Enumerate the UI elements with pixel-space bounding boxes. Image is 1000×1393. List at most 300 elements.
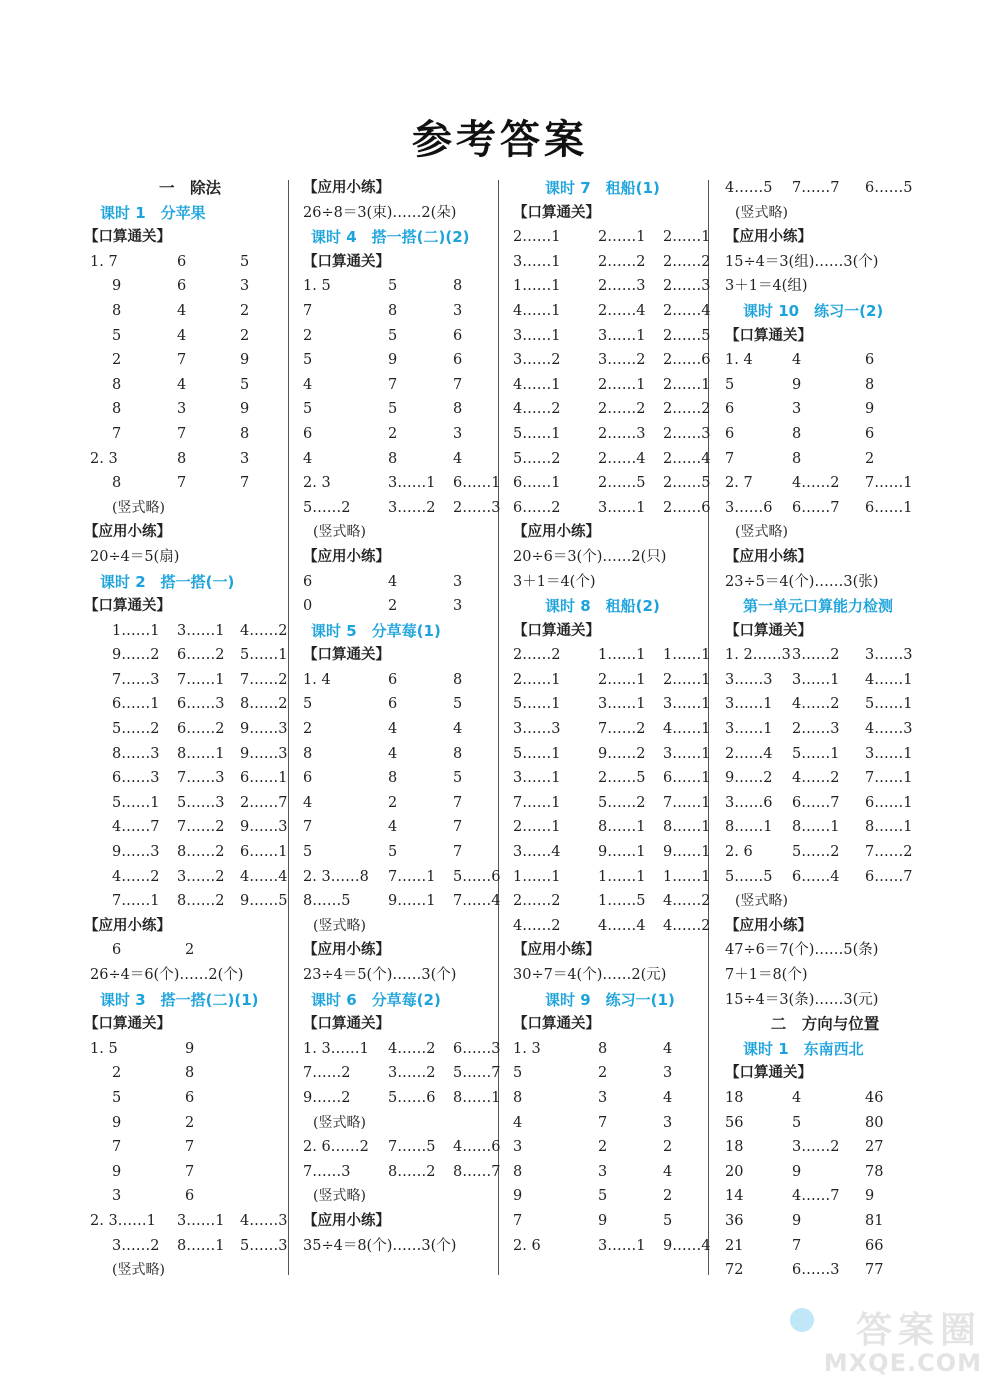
answer-cell: 2 xyxy=(303,721,313,738)
answer-cell: 3 xyxy=(453,598,463,615)
lesson-heading-text: 第一单元口算能力检测 xyxy=(743,597,894,616)
answer-cell: 7 xyxy=(303,302,313,319)
answer-cell: 9 xyxy=(792,1163,802,1180)
answer-cell: 8……2 xyxy=(177,893,225,910)
section-label-text: 【口算通关】 xyxy=(725,1065,812,1082)
answer-cell: 3 xyxy=(453,302,463,319)
section-label-text: 【口算通关】 xyxy=(725,622,812,639)
answer-cell: 2……2 xyxy=(513,647,561,664)
answer-cell: 9 xyxy=(240,352,250,369)
answer-cell: 20 xyxy=(725,1163,744,1180)
answer-text xyxy=(725,938,925,963)
answer-cell: 9……1 xyxy=(388,893,436,910)
section-label xyxy=(725,225,925,250)
answer-cell: 6……3 xyxy=(792,1262,840,1279)
answer-cell: 46 xyxy=(865,1089,884,1106)
answer-cell: 5 xyxy=(303,401,313,418)
answer-cell: 3……1 xyxy=(865,745,913,762)
answer-cell: 3……1 xyxy=(513,327,561,344)
answer-row xyxy=(90,1061,290,1086)
answer-cell: 4……5 xyxy=(725,180,773,196)
answer-cell: 2……3 xyxy=(663,278,711,295)
answer-row xyxy=(725,1184,925,1209)
answer-row xyxy=(513,1061,713,1086)
answer-cell: 9……5 xyxy=(240,893,288,910)
answer-cell: 81 xyxy=(865,1212,884,1229)
answer-cell: 5 xyxy=(303,352,313,369)
answer-row xyxy=(513,742,713,767)
unit-heading-text: 二 方向与位置 xyxy=(770,1015,880,1034)
lesson-heading xyxy=(513,176,713,201)
answer-cell: 2 xyxy=(112,352,122,369)
answer-cell: 5 xyxy=(792,1114,802,1131)
answer-cell: 4……2 xyxy=(663,917,711,934)
answer-cell: 6……7 xyxy=(865,868,913,885)
section-label-text: 【应用小练】 xyxy=(725,229,812,246)
answer-cell: 3……1 xyxy=(598,327,646,344)
answer-cell: 5……1 xyxy=(513,745,561,762)
answer-cell: 9 xyxy=(112,1114,122,1131)
answer-row xyxy=(513,1086,713,1111)
answer-cell: 2……2 xyxy=(663,401,711,418)
answer-cell: 3 xyxy=(453,573,463,590)
answer-cell: 4 xyxy=(388,819,398,836)
answer-cell: 80 xyxy=(865,1114,884,1131)
answer-cell: 7……3 xyxy=(112,671,160,688)
unit-heading-text: 一 除法 xyxy=(158,179,221,197)
answer-cell: 1……1 xyxy=(513,868,561,885)
answer-row xyxy=(513,373,713,398)
answer-row xyxy=(513,274,713,299)
answer-cell: 5……7 xyxy=(453,1065,501,1082)
answer-cell: 9……4 xyxy=(663,1237,711,1254)
section-label xyxy=(725,324,925,349)
answer-cell: 8……3 xyxy=(112,745,160,762)
answer-cell: 7 xyxy=(453,844,463,861)
answer-cell: 7……5 xyxy=(388,1139,436,1156)
answer-cell: 7……1 xyxy=(177,671,225,688)
answer-text xyxy=(725,250,925,275)
answer-row xyxy=(90,1234,290,1259)
answer-cell: 8……7 xyxy=(453,1163,501,1180)
answer-row xyxy=(725,422,925,447)
answer-row xyxy=(303,815,503,840)
note xyxy=(725,520,925,545)
section-label xyxy=(725,545,925,570)
answer-text-line: 23÷5＝4(个)……3(张) xyxy=(725,573,879,590)
answer-cell: 5……6 xyxy=(388,1089,436,1106)
answer-text-line: 23÷4＝5(个)……3(个) xyxy=(303,967,457,983)
answer-cell: 2 xyxy=(865,450,875,467)
answer-cell: 2……3 xyxy=(663,425,711,442)
answer-cell: 3……1 xyxy=(725,721,773,738)
lesson-heading-text: 课时 1 东南西北 xyxy=(743,1039,864,1058)
answer-cell: 3……4 xyxy=(513,844,561,861)
section-label xyxy=(725,914,925,939)
answer-cell: 6 xyxy=(388,671,398,688)
answer-text xyxy=(725,570,925,595)
answer-cell: 5……6 xyxy=(453,868,501,885)
answer-cell: 6……1 xyxy=(663,770,711,787)
answer-cell: 3……1 xyxy=(513,770,561,787)
answer-cell: 2. 3……8 xyxy=(303,868,369,885)
watermark-logo-icon xyxy=(790,1308,814,1332)
answer-cell: 2……1 xyxy=(598,376,646,393)
note xyxy=(303,914,503,939)
answer-cell: 6 xyxy=(865,425,875,442)
answer-cell: 1. 4 xyxy=(725,352,753,369)
answer-cell: 6 xyxy=(453,352,463,369)
answer-cell: 8……2 xyxy=(388,1163,436,1180)
answer-cell: 7……2 xyxy=(303,1065,351,1082)
section-label-text: 【口算通关】 xyxy=(84,598,171,615)
answer-cell: 9……1 xyxy=(663,844,711,861)
answer-text xyxy=(90,963,290,988)
answer-cell: 1. 3……1 xyxy=(303,1040,369,1057)
answer-row xyxy=(90,889,290,914)
section-label xyxy=(84,594,290,619)
answer-cell: 3 xyxy=(663,1065,673,1082)
section-label-text: 【口算通关】 xyxy=(725,327,812,344)
answer-row xyxy=(513,471,713,496)
answer-cell: 2……5 xyxy=(598,475,646,492)
answer-cell: 1……1 xyxy=(663,647,711,664)
answer-cell: 5 xyxy=(388,278,398,295)
answer-cell: 3……1 xyxy=(792,671,840,688)
answer-cell: 9……2 xyxy=(303,1089,351,1106)
page-title: 参考答案 xyxy=(412,117,588,163)
answer-row xyxy=(90,643,290,668)
answer-row xyxy=(90,324,290,349)
answer-cell: 4……4 xyxy=(240,868,288,885)
answer-cell: 7 xyxy=(792,1237,802,1254)
answer-cell: 8 xyxy=(453,278,463,295)
lesson-heading-text: 课时 8 租船(2) xyxy=(545,597,660,616)
answer-row xyxy=(725,1111,925,1136)
answer-row xyxy=(90,1184,290,1209)
answer-cell: 4 xyxy=(303,794,313,811)
section-label-text: 【应用小练】 xyxy=(513,942,600,959)
note xyxy=(725,201,925,226)
answer-cell: 3 xyxy=(598,1163,608,1180)
answer-cell: 7 xyxy=(453,819,463,836)
answer-cell: 18 xyxy=(725,1089,744,1106)
answer-cell: 6……1 xyxy=(240,844,288,861)
lesson-heading-text: 课时 5 分草莓(1) xyxy=(311,621,441,640)
answer-cell: 9 xyxy=(388,352,398,369)
answer-cell: 4……1 xyxy=(663,721,711,738)
answer-cell: 7 xyxy=(177,352,187,369)
answer-cell: 7 xyxy=(185,1163,195,1180)
answer-cell: 1……1 xyxy=(598,868,646,885)
answer-cell: 3……1 xyxy=(177,1212,225,1229)
answer-cell: 6……2 xyxy=(513,499,561,516)
answer-cell: 4……2 xyxy=(112,868,160,885)
answer-cell: 6 xyxy=(112,942,122,959)
answer-cell: 8……1 xyxy=(453,1089,501,1106)
answer-cell: 7 xyxy=(725,450,735,467)
answer-cell: 2. 6 xyxy=(725,844,753,861)
section-label xyxy=(303,938,503,963)
lesson-heading-text: 课时 1 分苹果 xyxy=(100,203,206,222)
answer-row xyxy=(725,815,925,840)
lesson-heading-text: 课时 6 分草莓(2) xyxy=(311,990,441,1009)
answer-cell: 8 xyxy=(112,376,122,393)
lesson-heading xyxy=(513,988,713,1013)
answer-row xyxy=(90,422,290,447)
answer-row xyxy=(303,471,503,496)
answer-cell: 4……2 xyxy=(388,1040,436,1057)
note xyxy=(90,1258,290,1283)
answer-row xyxy=(513,840,713,865)
answer-text xyxy=(90,545,290,570)
answer-cell: 2……6 xyxy=(663,352,711,369)
section-label-text: 【应用小练】 xyxy=(84,524,171,541)
answer-cell: 3 xyxy=(513,1139,523,1156)
lesson-heading-text: 课时 4 搭一搭(二)(2) xyxy=(311,228,470,247)
section-label-text: 【口算通关】 xyxy=(84,1016,171,1033)
answer-cell: 4 xyxy=(177,376,187,393)
answer-cell: 9 xyxy=(112,1163,122,1180)
answer-cell: 8 xyxy=(112,475,122,492)
section-label xyxy=(84,520,290,545)
answer-cell: 4……4 xyxy=(598,917,646,934)
answer-cell: 1……5 xyxy=(598,893,646,910)
answer-cell: 2 xyxy=(388,425,398,442)
answer-text xyxy=(303,201,503,226)
answer-cell: 7……2 xyxy=(598,721,646,738)
answer-cell: 8……2 xyxy=(177,844,225,861)
answer-cell: 5……1 xyxy=(513,696,561,713)
answer-column-2 xyxy=(303,176,503,1258)
section-label-text: 【应用小练】 xyxy=(84,917,171,934)
lesson-heading xyxy=(513,594,713,619)
answer-cell: 5 xyxy=(112,327,122,344)
note-text: (竖式略) xyxy=(735,204,788,221)
answer-cell: 5 xyxy=(453,696,463,713)
answer-cell: 2 xyxy=(240,302,250,319)
answer-row xyxy=(90,373,290,398)
answer-cell: 7……2 xyxy=(177,819,225,836)
section-label-text: 【口算通关】 xyxy=(513,204,600,221)
answer-cell: 3……2 xyxy=(598,352,646,369)
answer-text-line: 15÷4＝3(组)……3(个) xyxy=(725,253,879,270)
answer-cell: 7 xyxy=(240,475,250,492)
lesson-heading xyxy=(725,299,925,324)
answer-cell: 8……1 xyxy=(663,819,711,836)
answer-cell: 9……3 xyxy=(240,745,288,762)
answer-cell: 4 xyxy=(663,1040,673,1057)
answer-cell: 3 xyxy=(240,278,250,295)
watermark xyxy=(824,1302,982,1377)
answer-text xyxy=(303,963,503,988)
answer-cell: 8 xyxy=(112,401,122,418)
answer-row xyxy=(90,1135,290,1160)
answer-row xyxy=(90,471,290,496)
answer-row xyxy=(303,373,503,398)
section-label-text: 【口算通关】 xyxy=(513,622,600,639)
answer-row xyxy=(303,742,503,767)
answer-cell: 2 xyxy=(240,327,250,344)
answer-row xyxy=(725,348,925,373)
answer-row xyxy=(725,1234,925,1259)
lesson-heading-text: 课时 9 练习一(1) xyxy=(545,990,675,1009)
answer-cell: 3……2 xyxy=(388,499,436,516)
answer-row xyxy=(513,889,713,914)
note-text: (竖式略) xyxy=(735,893,788,910)
answer-cell: 2……1 xyxy=(598,671,646,688)
answer-row xyxy=(513,1209,713,1234)
answer-cell: 8……1 xyxy=(598,819,646,836)
answer-row xyxy=(513,692,713,717)
answer-cell: 2……5 xyxy=(663,475,711,492)
answer-cell: 3……2 xyxy=(792,1139,840,1156)
answer-cell: 5……5 xyxy=(725,868,773,885)
answer-row xyxy=(90,1086,290,1111)
answer-cell: 7 xyxy=(453,376,463,393)
answer-cell: 9……3 xyxy=(240,819,288,836)
answer-cell: 6……7 xyxy=(792,499,840,516)
answer-row xyxy=(725,1209,925,1234)
answer-row xyxy=(513,643,713,668)
answer-row xyxy=(513,1234,713,1259)
answer-cell: 2……3 xyxy=(598,278,646,295)
lesson-heading-text: 课时 7 租船(1) xyxy=(545,179,660,197)
section-label xyxy=(84,225,290,250)
answer-cell: 3 xyxy=(598,1089,608,1106)
answer-cell: 7 xyxy=(388,376,398,393)
section-label-text: 【应用小练】 xyxy=(303,180,390,196)
watermark-url: MXQE.COM xyxy=(823,1349,982,1377)
answer-cell: 9 xyxy=(865,401,875,418)
answer-cell: 2……1 xyxy=(598,229,646,246)
answer-cell: 2……4 xyxy=(598,450,646,467)
answer-cell: 78 xyxy=(865,1163,884,1180)
answer-cell: 5 xyxy=(388,401,398,418)
answer-text xyxy=(513,545,713,570)
answer-cell: 6……1 xyxy=(240,770,288,787)
answer-text-line: 30÷7＝4(个)……2(元) xyxy=(513,967,667,983)
answer-row xyxy=(513,914,713,939)
answer-row xyxy=(90,717,290,742)
answer-text-line: 15÷4＝3(条)……3(元) xyxy=(725,991,879,1008)
answer-cell: 9 xyxy=(792,1212,802,1229)
answer-cell: 2……1 xyxy=(663,229,711,246)
answer-row xyxy=(303,299,503,324)
answer-row xyxy=(90,619,290,644)
answer-cell: 1. 3 xyxy=(513,1040,541,1057)
answer-cell: 2……1 xyxy=(513,229,561,246)
answer-row xyxy=(90,938,290,963)
answer-cell: 5……2 xyxy=(598,794,646,811)
answer-row xyxy=(303,791,503,816)
answer-text-line: 20÷4＝5(扇) xyxy=(90,548,180,565)
answer-cell: 4……2 xyxy=(792,696,840,713)
answer-row xyxy=(513,348,713,373)
answer-row xyxy=(303,1160,503,1185)
answer-cell: 27 xyxy=(865,1139,884,1156)
answer-row xyxy=(90,1160,290,1185)
answer-row xyxy=(303,766,503,791)
section-label xyxy=(303,1209,503,1234)
answer-cell: 4 xyxy=(792,1089,802,1106)
answer-cell: 2. 7 xyxy=(725,475,753,492)
answer-cell: 3……1 xyxy=(598,696,646,713)
answer-row xyxy=(725,496,925,521)
answer-cell: 5 xyxy=(388,844,398,861)
answer-cell: 2……2 xyxy=(598,401,646,418)
section-label-text: 【口算通关】 xyxy=(303,1016,390,1033)
answer-cell: 6 xyxy=(725,425,735,442)
answer-row xyxy=(513,766,713,791)
answer-cell: 3 xyxy=(240,450,250,467)
answer-cell: 6……3 xyxy=(112,770,160,787)
answer-cell: 7 xyxy=(598,1114,608,1131)
answer-cell: 1. 5 xyxy=(90,1040,118,1057)
note xyxy=(90,496,290,521)
answer-row xyxy=(303,1135,503,1160)
answer-text xyxy=(725,988,925,1013)
answer-cell: 2……6 xyxy=(663,499,711,516)
answer-cell: 8……2 xyxy=(240,696,288,713)
answer-cell: 4……2 xyxy=(513,401,561,418)
answer-cell: 9 xyxy=(865,1188,875,1205)
answer-cell: 2……3 xyxy=(598,425,646,442)
answer-cell: 2 xyxy=(112,1065,122,1082)
answer-cell: 9……3 xyxy=(112,844,160,861)
answer-cell: 5 xyxy=(303,844,313,861)
answer-row xyxy=(725,742,925,767)
answer-cell: 4……2 xyxy=(792,475,840,492)
answer-cell: 7……2 xyxy=(865,844,913,861)
answer-cell: 2. 3 xyxy=(303,475,331,492)
section-label xyxy=(303,643,503,668)
answer-cell: 4 xyxy=(388,721,398,738)
answer-cell: 2……2 xyxy=(663,253,711,270)
answer-cell: 4……3 xyxy=(865,721,913,738)
answer-cell: 4 xyxy=(388,745,398,762)
answer-row xyxy=(303,422,503,447)
lesson-heading xyxy=(90,201,290,226)
answer-cell: 6……1 xyxy=(112,696,160,713)
answer-text xyxy=(303,1234,503,1259)
answer-cell: 7……1 xyxy=(663,794,711,811)
answer-cell: 6……3 xyxy=(177,696,225,713)
section-label xyxy=(513,619,713,644)
answer-cell: 4……6 xyxy=(453,1139,501,1156)
answer-row xyxy=(725,692,925,717)
answer-cell: 9 xyxy=(240,401,250,418)
note-text: (竖式略) xyxy=(313,524,366,541)
answer-text-line: 35÷4＝8(个)……3(个) xyxy=(303,1237,457,1254)
answer-cell: 4 xyxy=(303,450,313,467)
note-text: (竖式略) xyxy=(313,1114,366,1131)
answer-cell: 7……3 xyxy=(177,770,225,787)
answer-cell: 3……2 xyxy=(112,1237,160,1254)
answer-row xyxy=(725,373,925,398)
answer-cell: 3……2 xyxy=(388,1065,436,1082)
answer-cell: 9……3 xyxy=(240,721,288,738)
answer-cell: 5……1 xyxy=(865,696,913,713)
answer-cell: 3……2 xyxy=(177,868,225,885)
lesson-heading xyxy=(303,619,503,644)
answer-column-3 xyxy=(513,176,713,1258)
note-text: (竖式略) xyxy=(313,1188,366,1205)
answer-cell: 1……1 xyxy=(663,868,711,885)
answer-row xyxy=(725,766,925,791)
answer-cell: 36 xyxy=(725,1212,744,1229)
answer-cell: 9……2 xyxy=(598,745,646,762)
